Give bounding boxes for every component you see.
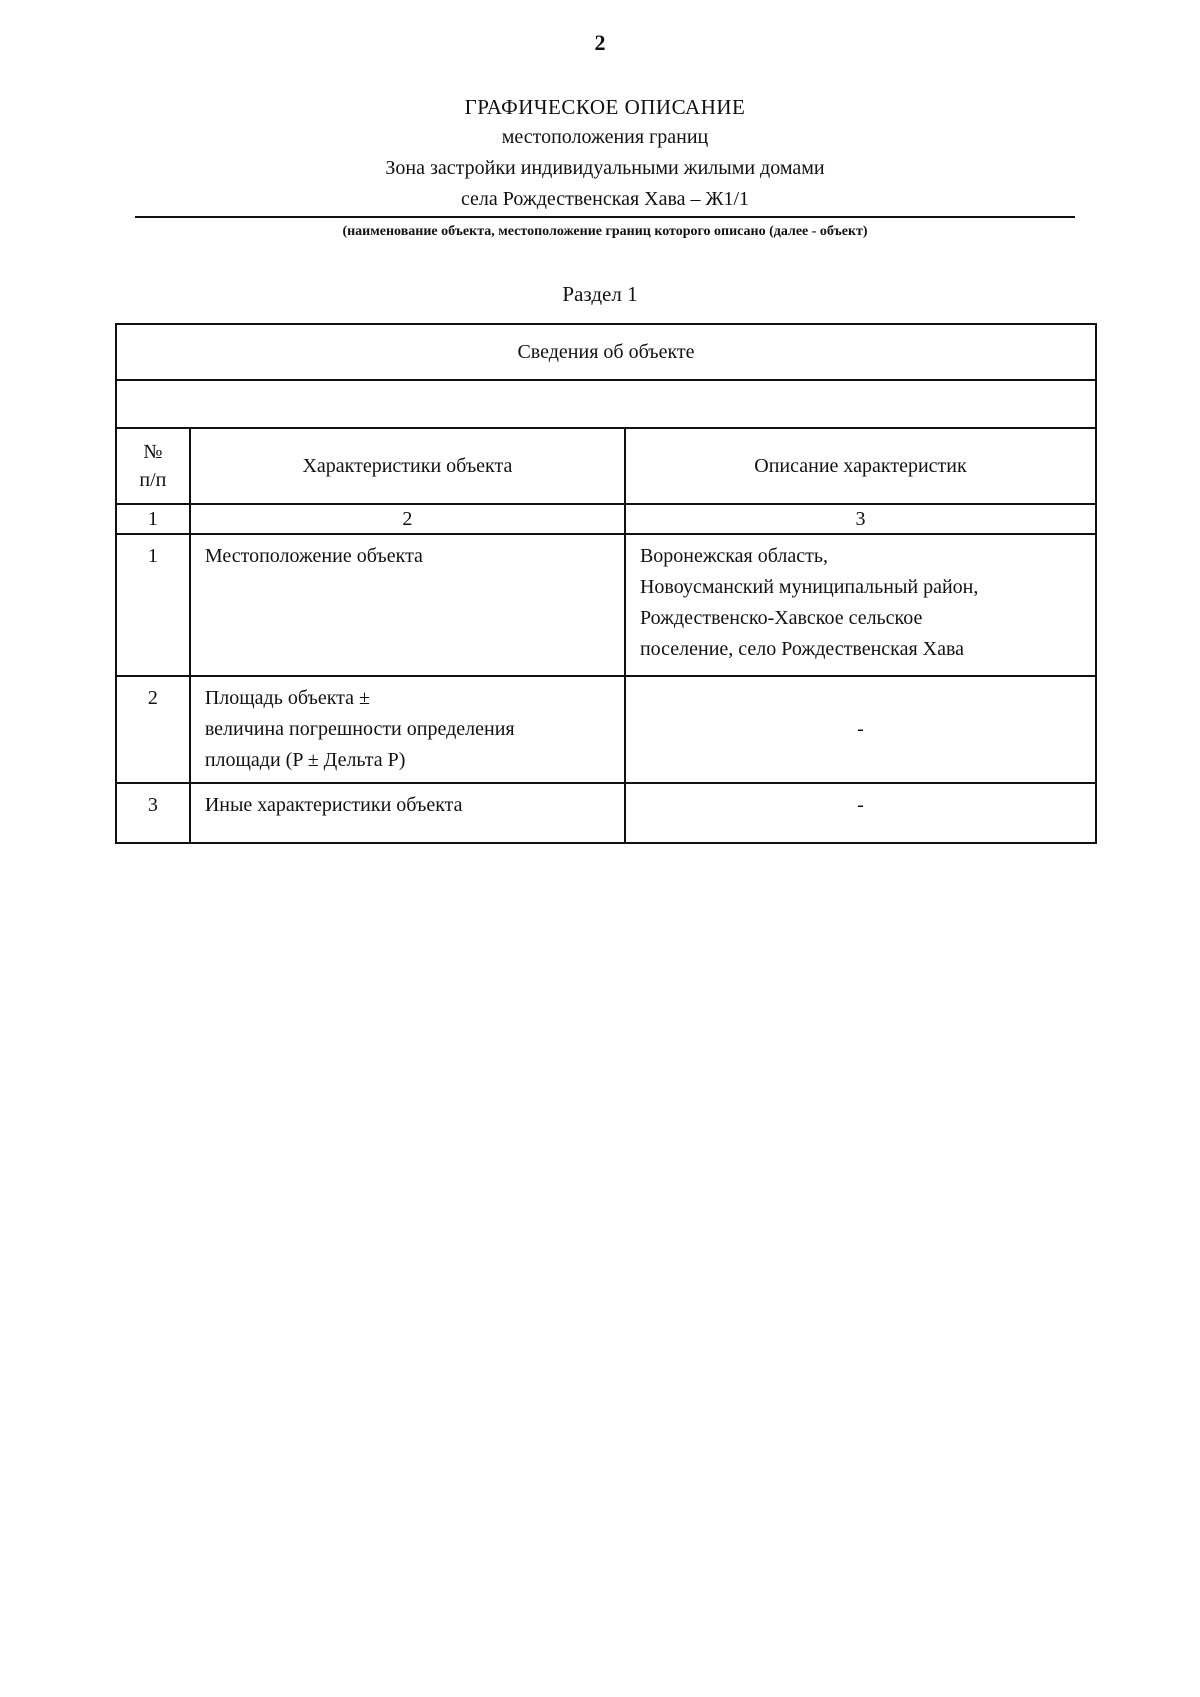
characteristic-line: величина погрешности определения [204, 718, 515, 740]
row-description [625, 676, 1096, 783]
characteristic-line: площади (P ± Дельта P) [204, 749, 406, 771]
object-info-table [115, 323, 1097, 844]
row-number: 3 [116, 783, 190, 843]
row-characteristic [190, 534, 625, 676]
row-number: 2 [116, 676, 190, 783]
table-caption-row [116, 324, 1096, 380]
table-header-row [116, 428, 1096, 504]
column-index-1: 1 [116, 504, 190, 534]
description-line: - [857, 718, 864, 740]
title-underline [135, 216, 1075, 218]
header-number [116, 428, 190, 504]
row-characteristic [190, 783, 625, 843]
table-index-row [116, 504, 1096, 534]
description-line: - [857, 794, 864, 816]
subtitle-line-2: Зона застройки индивидуальными жилыми домами [385, 157, 825, 179]
header-characteristics: Характеристики объекта [190, 428, 625, 504]
header-number-line-1: № [143, 441, 163, 463]
characteristic-line: Местоположение объекта [204, 545, 423, 567]
description-line: Рождественско-Хавское сельское [639, 607, 923, 629]
page-number: 2 [594, 30, 606, 55]
description-line: поселение, село Рождественская Хава [639, 638, 965, 660]
section-label: Раздел 1 [562, 282, 638, 306]
subtitle-line-1: местоположения границ [501, 126, 709, 148]
row-description [625, 534, 1096, 676]
subtitle-line-3: села Рождественская Хава – Ж1/1 [460, 188, 750, 210]
column-index-3: 3 [625, 504, 1096, 534]
header-number-line-2: п/п [139, 469, 167, 491]
empty-cell [116, 380, 1096, 428]
table-row [116, 676, 1096, 783]
column-index-2: 2 [190, 504, 625, 534]
table-row [116, 783, 1096, 843]
characteristic-line: Иные характеристики объекта [204, 794, 463, 816]
object-caption: (наименование объекта, местоположение границ которого описано (далее - объект) [342, 224, 868, 239]
characteristic-line: Площадь объекта ± [204, 687, 371, 709]
table-caption: Сведения об объекте [116, 324, 1096, 380]
row-description [625, 783, 1096, 843]
table-row [116, 534, 1096, 676]
header-description: Описание характеристик [625, 428, 1096, 504]
description-line: Воронежская область, [639, 545, 828, 567]
row-number: 1 [116, 534, 190, 676]
row-characteristic [190, 676, 625, 783]
title-block [135, 92, 1075, 244]
description-line: Новоусманский муниципальный район, [639, 576, 979, 598]
table-empty-row [116, 380, 1096, 428]
document-title: ГРАФИЧЕСКОЕ ОПИСАНИЕ [464, 95, 746, 119]
